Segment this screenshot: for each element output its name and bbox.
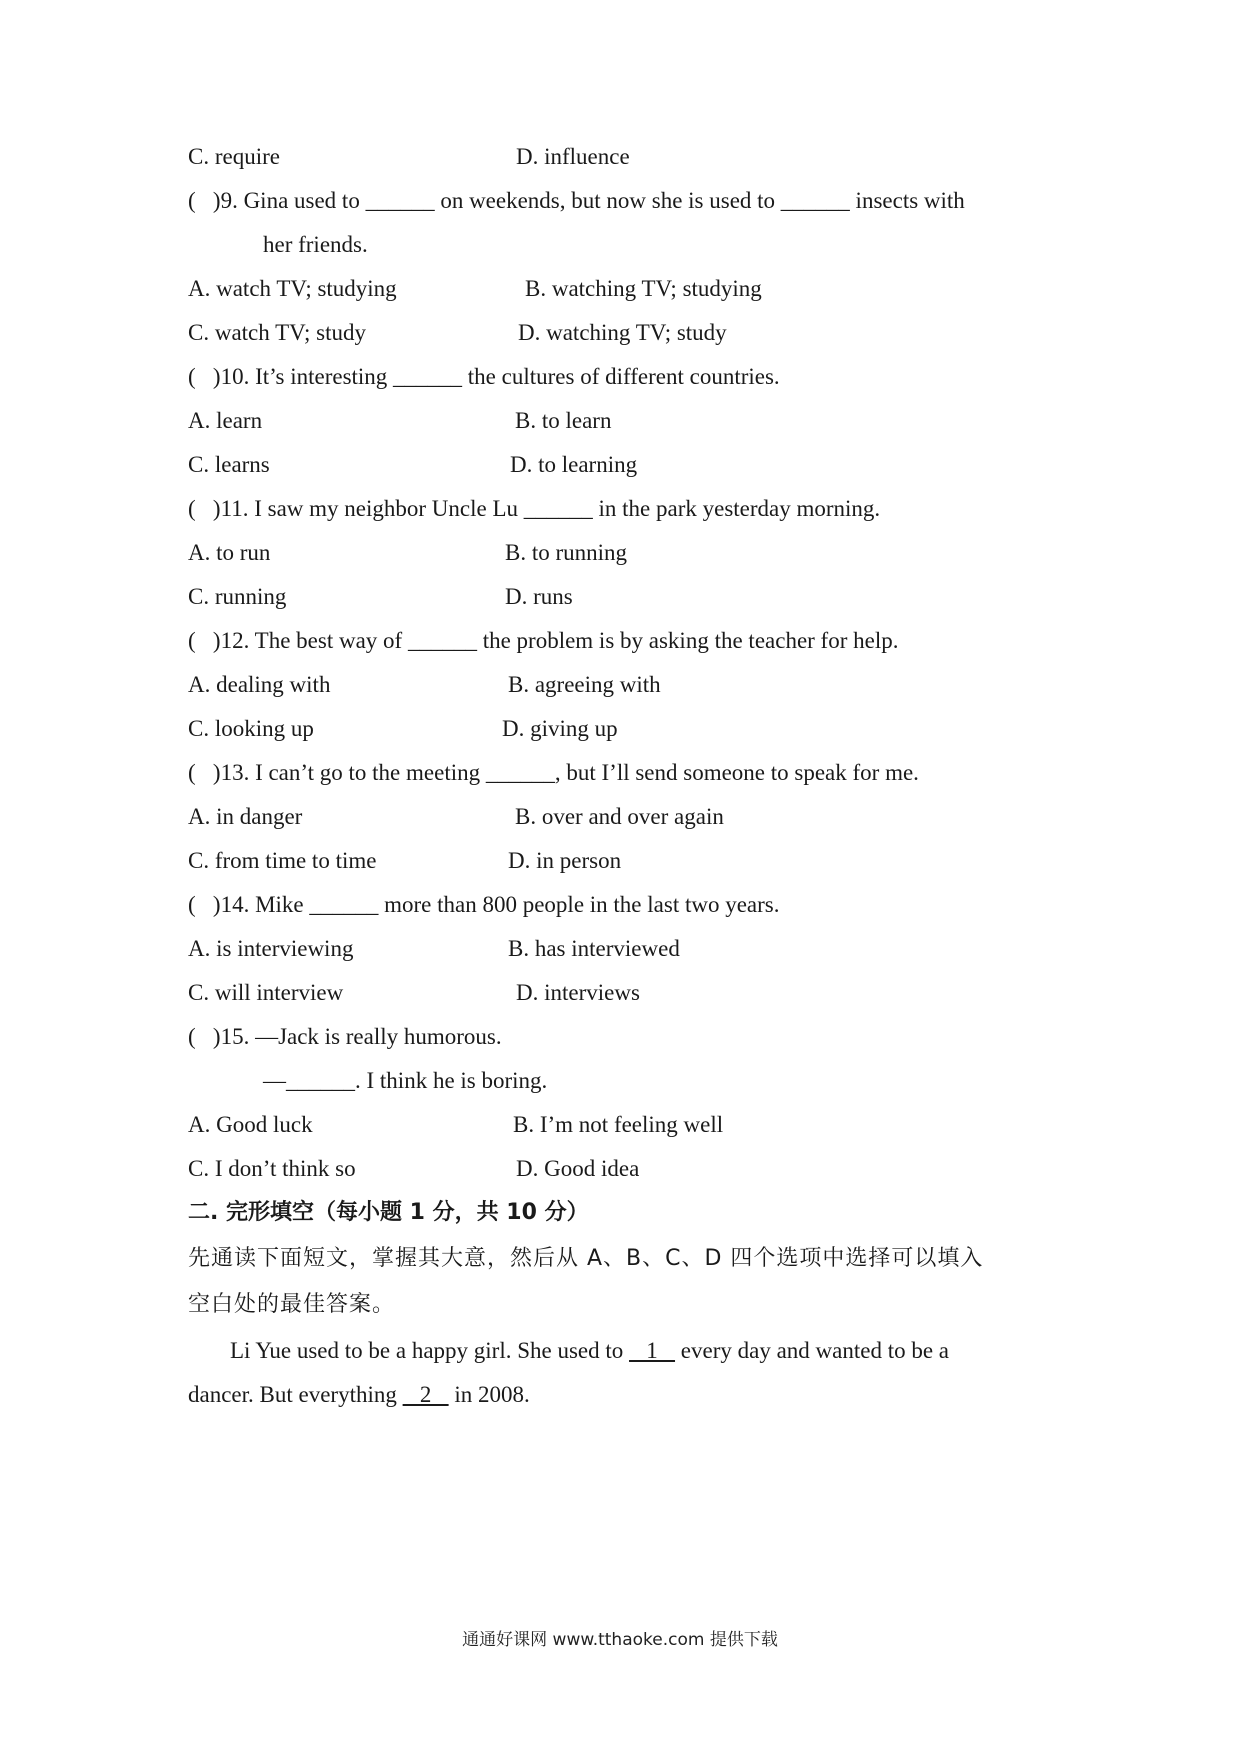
q9-option-d: D. watching TV; study	[518, 320, 727, 345]
q11-stem: ( )11. I saw my neighbor Uncle Lu ______ in the park yesterday morning.	[188, 496, 881, 521]
q15-stem-cont: —______. I think he is boring.	[263, 1068, 548, 1093]
q13-stem: ( )13. I can’t go to the meeting ______, but I’ll send someone to speak for me.	[188, 760, 919, 785]
q9-option-a: A. watch TV; studying	[188, 276, 397, 301]
q8-option-c: C. require	[188, 144, 280, 169]
q10-option-d: D. to learning	[510, 452, 638, 477]
q14-stem: ( )14. Mike ______ more than 800 people in the last two years.	[188, 892, 780, 917]
q12-option-a: A. dealing with	[188, 672, 331, 697]
q12-stem: ( )12. The best way of ______ the problem is by asking the teacher for help.	[188, 628, 899, 653]
page-footer: 通通好课网 www.tthaoke.com 提供下载	[462, 1630, 778, 1650]
section-instructions-line1: 先通读下面短文，掌握其大意，然后从 A、B、C、D 四个选项中选择可以填入	[188, 1246, 984, 1271]
q8-option-d: D. influence	[516, 144, 630, 169]
passage-line1	[230, 1336, 949, 1366]
q14-option-d: D. interviews	[516, 980, 640, 1005]
passage-text: in 2008.	[448, 1382, 530, 1407]
passage-text: every day and wanted to be a	[675, 1338, 949, 1363]
q11-option-c: C. running	[188, 584, 287, 609]
cloze-blank-2: 2	[402, 1382, 449, 1407]
q12-option-d: D. giving up	[502, 716, 618, 741]
q11-option-b: B. to running	[505, 540, 628, 565]
q11-option-a: A. to run	[188, 540, 271, 565]
q12-option-b: B. agreeing with	[508, 672, 661, 697]
passage-text: Li Yue used to be a happy girl. She used to	[230, 1338, 630, 1363]
q10-option-b: B. to learn	[515, 408, 612, 433]
q12-option-c: C. looking up	[188, 716, 314, 741]
q13-option-d: D. in person	[508, 848, 622, 873]
q15-stem: ( )15. —Jack is really humorous.	[188, 1024, 502, 1049]
q14-option-c: C. will interview	[188, 980, 344, 1005]
q15-option-a: A. Good luck	[188, 1112, 313, 1137]
section-instructions-line2: 空白处的最佳答案。	[188, 1292, 396, 1317]
q9-stem-cont: her friends.	[263, 232, 368, 257]
q11-option-d: D. runs	[505, 584, 573, 609]
q9-option-b: B. watching TV; studying	[525, 276, 762, 301]
q10-stem: ( )10. It’s interesting ______ the cultures of different countries.	[188, 364, 780, 389]
q13-option-c: C. from time to time	[188, 848, 377, 873]
q15-option-b: B. I’m not feeling well	[513, 1112, 724, 1137]
q9-stem: ( )9. Gina used to ______ on weekends, but now she is used to ______ insects with	[188, 188, 965, 213]
q14-option-b: B. has interviewed	[508, 936, 680, 961]
q10-option-c: C. learns	[188, 452, 270, 477]
passage-line2	[188, 1380, 530, 1410]
q14-option-a: A. is interviewing	[188, 936, 354, 961]
q13-option-a: A. in danger	[188, 804, 303, 829]
q15-option-c: C. I don’t think so	[188, 1156, 356, 1181]
section-heading: 二. 完形填空（每小题 1 分，共 10 分）	[188, 1200, 589, 1225]
q9-option-c: C. watch TV; study	[188, 320, 367, 345]
q13-option-b: B. over and over again	[515, 804, 724, 829]
q10-option-a: A. learn	[188, 408, 263, 433]
q15-option-d: D. Good idea	[516, 1156, 640, 1181]
passage-text: dancer. But everything	[188, 1382, 403, 1407]
cloze-blank-1: 1	[629, 1338, 676, 1363]
